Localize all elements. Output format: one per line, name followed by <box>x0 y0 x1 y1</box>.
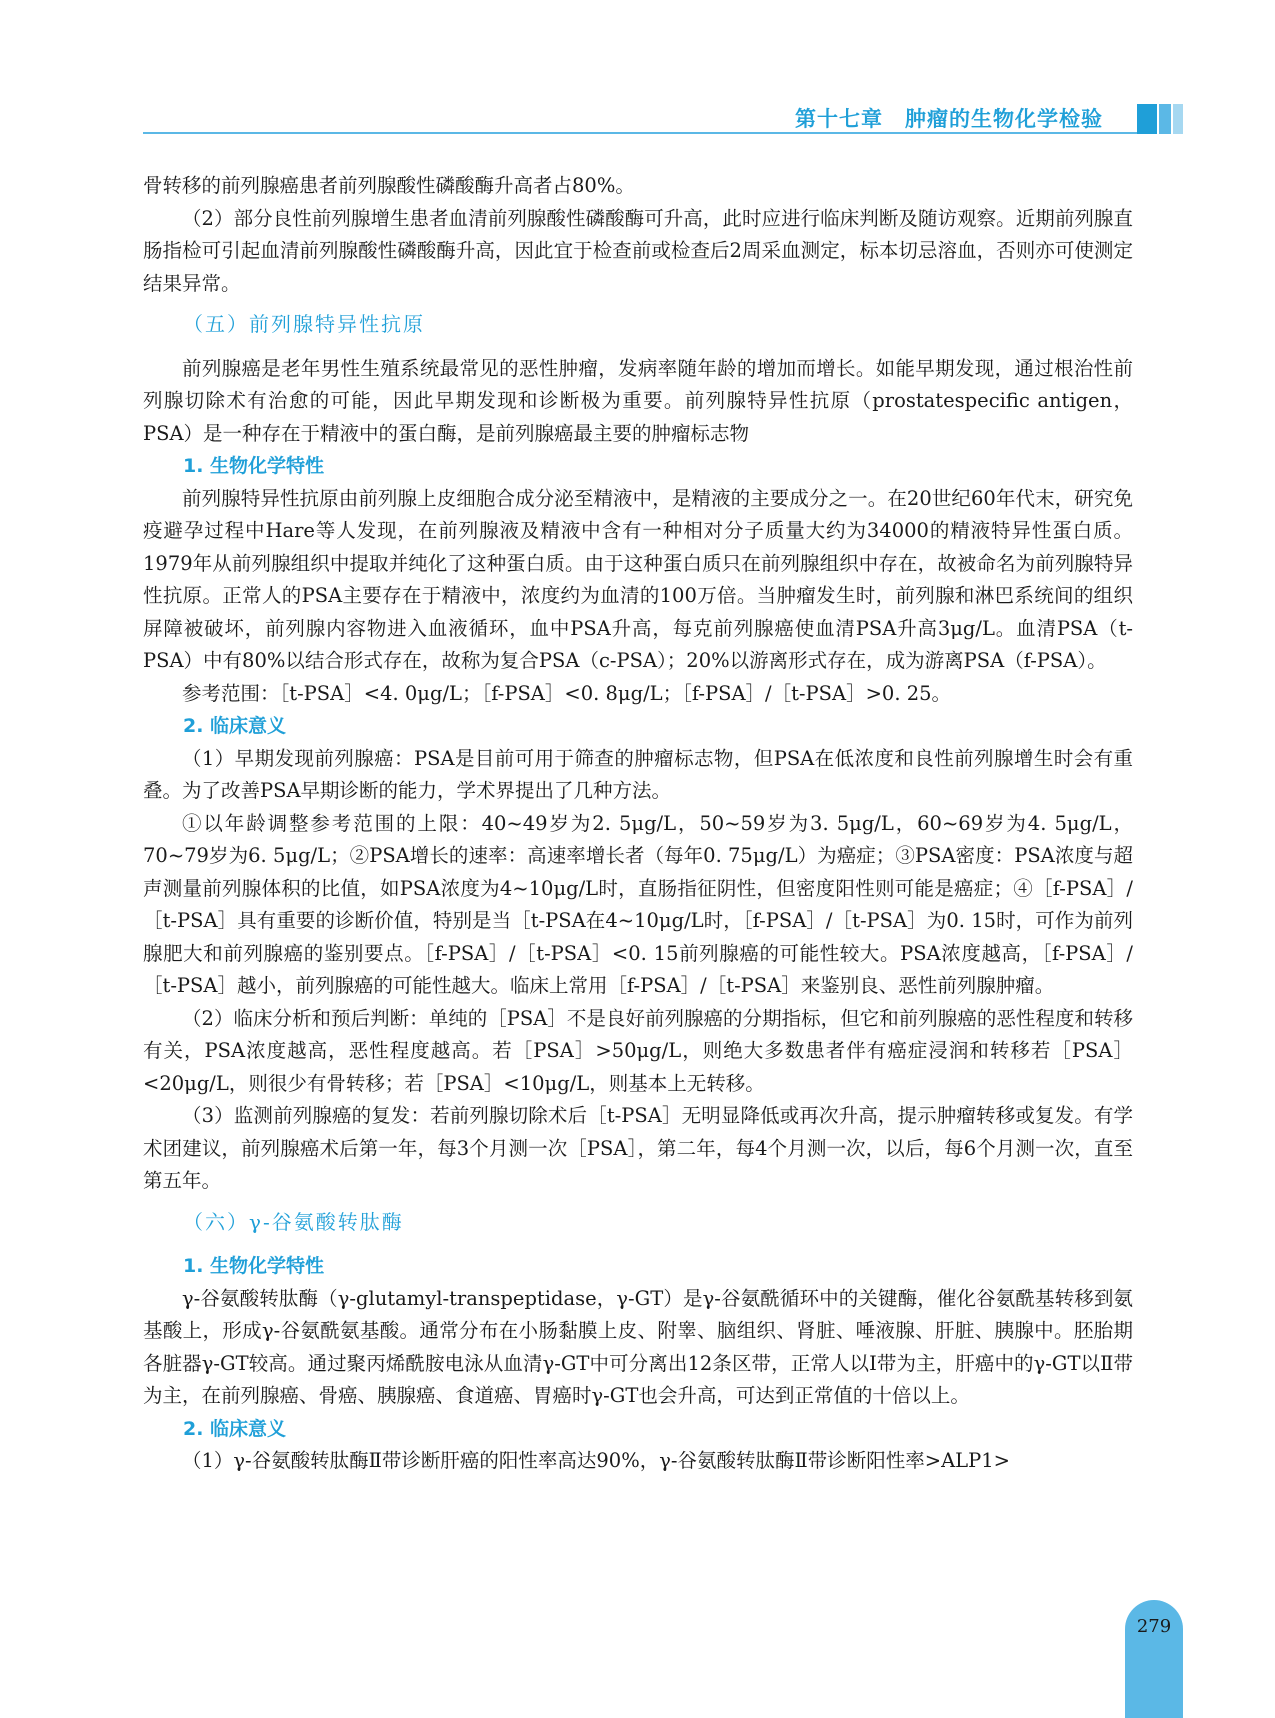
header-color-block <box>1137 104 1157 134</box>
page-number-tab <box>1125 1600 1183 1718</box>
page-body <box>143 170 1133 1478</box>
body-paragraph: （1）γ-谷氨酸转肽酶Ⅱ带诊断肝癌的阳性率高达90%，γ-谷氨酸转肽酶Ⅱ带诊断阳性率>ALP1> <box>182 1449 1010 1472</box>
reference-range: 参考范围：［t-PSA］<4. 0μg/L；［f-PSA］<0. 8μg/L；［f-PSA］/［t-PSA］>0. 25。 <box>182 681 952 705</box>
subsection-heading: 1. 生物化学特性 <box>183 455 325 477</box>
page-number: 279 <box>1136 1616 1172 1637</box>
subsection-heading: 1. 生物化学特性 <box>183 1255 325 1277</box>
body-paragraph: 骨转移的前列腺癌患者前列腺酸性磷酸酶升高者占80%。 <box>143 174 635 197</box>
body-paragraph: （2）部分良性前列腺增生患者血清前列腺酸性磷酸酶可升高，此时应进行临床判断及随访观察。近期前列腺直肠指检可引起血清前列腺酸性磷酸酶升高，因此宜于检查前或检查后2周采血测定，标本切忌溶血，否则亦可使测定结果异常。 <box>143 206 1133 295</box>
body-paragraph: （3）监测前列腺癌的复发：若前列腺切除术后［t-PSA］无明显降低或再次升高，提示肿瘤转移或复发。有学术团建议，前列腺癌术后第一年，每3个月测一次［PSA］，第二年，每4个月测一次，以后，每6个月测一次，直至第五年。 <box>143 1104 1133 1192</box>
header-rule <box>143 132 1143 134</box>
body-paragraph: 前列腺癌是老年男性生殖系统最常见的恶性肿瘤，发病率随年龄的增加而增长。如能早期发现，通过根治性前列腺切除术有治愈的可能，因此早期发现和诊断极为重要。前列腺特异性抗原（prostatespecific antigen，PSA）是一种存在于精液中的蛋白酶，是前列腺癌最主要的肿瘤标志物 <box>143 356 1133 445</box>
body-paragraph: 前列腺特异性抗原由前列腺上皮细胞合成分泌至精液中，是精液的主要成分之一。在20世纪60年代末，研究免疫避孕过程中Hare等人发现，在前列腺液及精液中含有一种相对分子质量大约为34000的精液特异性蛋白质。1979年从前列腺组织中提取并纯化了这种蛋白质。由于这种蛋白质只在前列腺组织中存在，故被命名为前列腺特异性抗原。正常人的PSA主要存在于精液中，浓度约为血清的100万倍。当肿瘤发生时，前列腺和淋巴系统间的组织屏障被破坏，前列腺内容物进入血液循环，血中PSA升高，每克前列腺癌使血清PSA升高3μg/L。血清PSA（t-PSA）中有80%以结合形式存在，故称为复合PSA（c-PSA）；20%以游离形式存在，成为游离PSA（f-PSA）。 <box>143 486 1133 672</box>
body-paragraph: γ-谷氨酸转肽酶（γ-glutamyl-transpeptidase，γ-GT）是γ-谷氨酰循环中的关键酶，催化谷氨酰基转移到氨基酸上，形成γ-谷氨酰氨基酸。通常分布在小肠黏膜上皮、附睾、脑组织、肾脏、唾液腺、肝脏、胰腺中。胚胎期各脏器γ-GT较高。通过聚丙烯酰胺电泳从血清γ-GT中可分离出12条区带，正常人以Ⅰ带为主，肝癌中的γ-GT以Ⅱ带为主，在前列腺癌、骨癌、胰腺癌、食道癌、胃癌时γ-GT也会升高，可达到正常值的十倍以上。 <box>143 1286 1133 1407</box>
body-paragraph: ①以年龄调整参考范围的上限：40~49岁为2. 5μg/L，50~59岁为3. 5μg/L，60~69岁为4. 5μg/L，70~79岁为6. 5μg/L；②PSA增长的速率：高速率增长者（每年0. 75μg/L）为癌症；③PSA密度：PSA浓度与超声测量前列腺体积的比值，如PSA浓度为4~10μg/L时，直肠指征阴性，但密度阳性则可能是癌症；④［f-PSA］/［t-PSA］具有重要的诊断价值，特别是当［t-PSA在4~10μg/L时，［f-PSA］/［t-PSA］为0. 15时，可作为前列腺肥大和前列腺癌的鉴别要点。［f-PSA］/［t-PSA］<0. 15前列腺癌的可能性较大。PSA浓度越高，［f-PSA］/［t-PSA］越小，前列腺癌的可能性越大。临床上常用［f-PSA］/［t-PSA］来鉴别良、恶性前列腺肿瘤。 <box>143 811 1133 997</box>
subsection-heading: 2. 临床意义 <box>183 715 287 737</box>
section-heading: （六）γ-谷氨酸转肽酶 <box>183 1209 404 1234</box>
section-heading: （五）前列腺特异性抗原 <box>183 312 425 336</box>
body-paragraph: （2）临床分析和预后判断：单纯的［PSA］不是良好前列腺癌的分期指标，但它和前列腺癌的恶性程度和转移有关，PSA浓度越高，恶性程度越高。若［PSA］>50μg/L，则绝大多数患者伴有癌症浸润和转移若［PSA］<20μg/L，则很少有骨转移；若［PSA］<10μg/L，则基本上无转移。 <box>143 1006 1133 1095</box>
subsection-heading: 2. 临床意义 <box>183 1417 287 1440</box>
body-paragraph: （1）早期发现前列腺癌：PSA是目前可用于筛查的肿瘤标志物，但PSA在低浓度和良性前列腺增生时会有重叠。为了改善PSA早期诊断的能力，学术界提出了几种方法。 <box>143 746 1133 802</box>
header-color-block <box>1159 104 1171 134</box>
running-header <box>143 100 1183 140</box>
chapter-title: 第十七章 肿瘤的生物化学检验 <box>795 107 1103 131</box>
header-color-block <box>1173 104 1183 134</box>
